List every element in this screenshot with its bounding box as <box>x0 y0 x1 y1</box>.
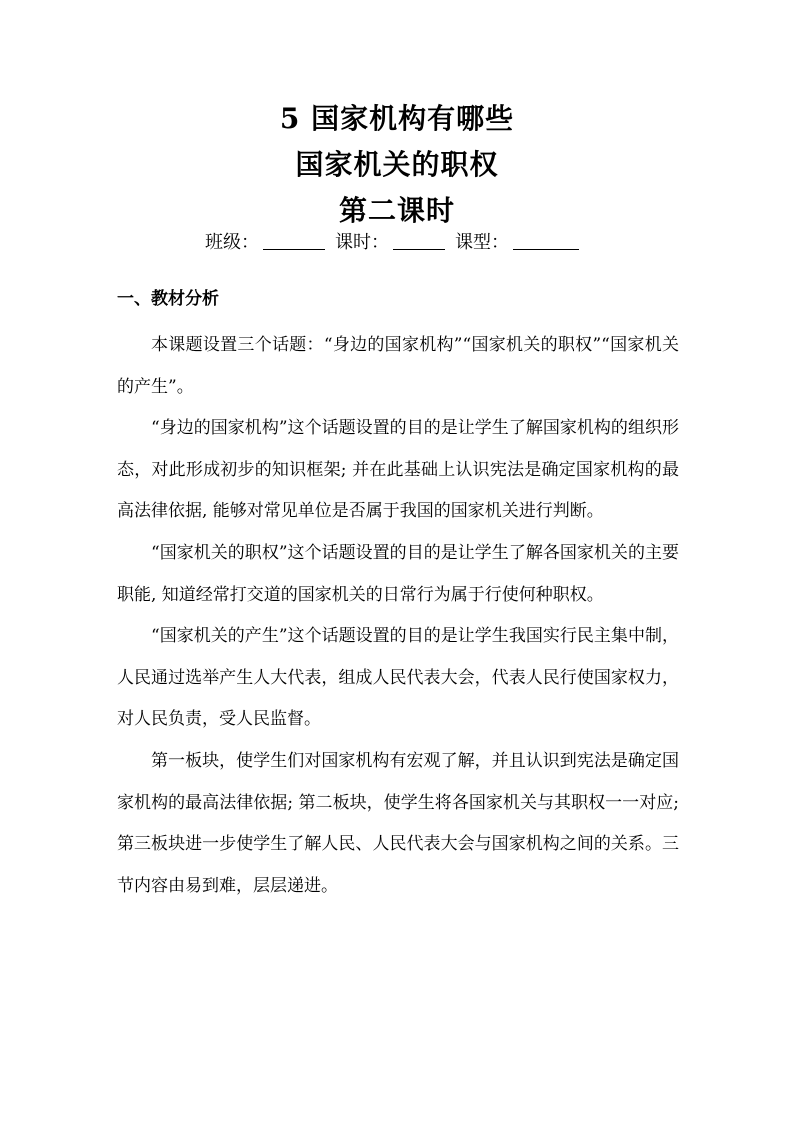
paragraph: 本课题设置三个话题：“身边的国家机构”“国家机关的职权”“国家机关的产生”。 <box>117 335 679 397</box>
lesson-title: 5 国家机构有哪些 <box>279 102 515 135</box>
paragraph: “国家机关的产生”这个话题设置的目的是让学生我国实行民主集中制，人民通过选举产生人大代表，组成人民代表大会，代表人民行使国家权力，对人民负责，受人民监督。 <box>117 626 679 730</box>
title-block <box>0 96 794 234</box>
type-blank <box>513 229 579 250</box>
lesson-subtitle: 国家机关的职权 <box>295 148 499 181</box>
meta-fields <box>0 228 794 258</box>
lesson-period: 第二课时 <box>338 194 455 227</box>
section-heading: 一、教材分析 <box>117 289 219 309</box>
paragraph: 第一板块，使学生们对国家机构有宏观了解，并且认识到宪法是确定国家机构的最高法律依据; 第二板块，使学生将各国家机关与其职权一一对应; 第三板块进一步使学生了解人民、人民代表大会与国家机构之间的关系。三节内容由易到难，层层递进。 <box>117 750 679 896</box>
period-blank <box>393 229 445 250</box>
class-label: 班级： <box>205 232 259 253</box>
type-label: 课型： <box>455 232 509 253</box>
paragraph: “身边的国家机构”这个话题设置的目的是让学生了解国家机构的组织形态，对此形成初步的知识框架; 并在此基础上认识宪法是确定国家机构的最高法律依据, 能够对常见单位是否属于我国的国家机关进行判断。 <box>117 418 679 522</box>
section-body <box>117 325 679 907</box>
period-label: 课时： <box>335 232 389 253</box>
class-blank <box>263 229 325 250</box>
paragraph: “国家机关的职权”这个话题设置的目的是让学生了解各国家机关的主要职能, 知道经常打交道的国家机关的日常行为属于行使何种职权。 <box>117 542 679 605</box>
